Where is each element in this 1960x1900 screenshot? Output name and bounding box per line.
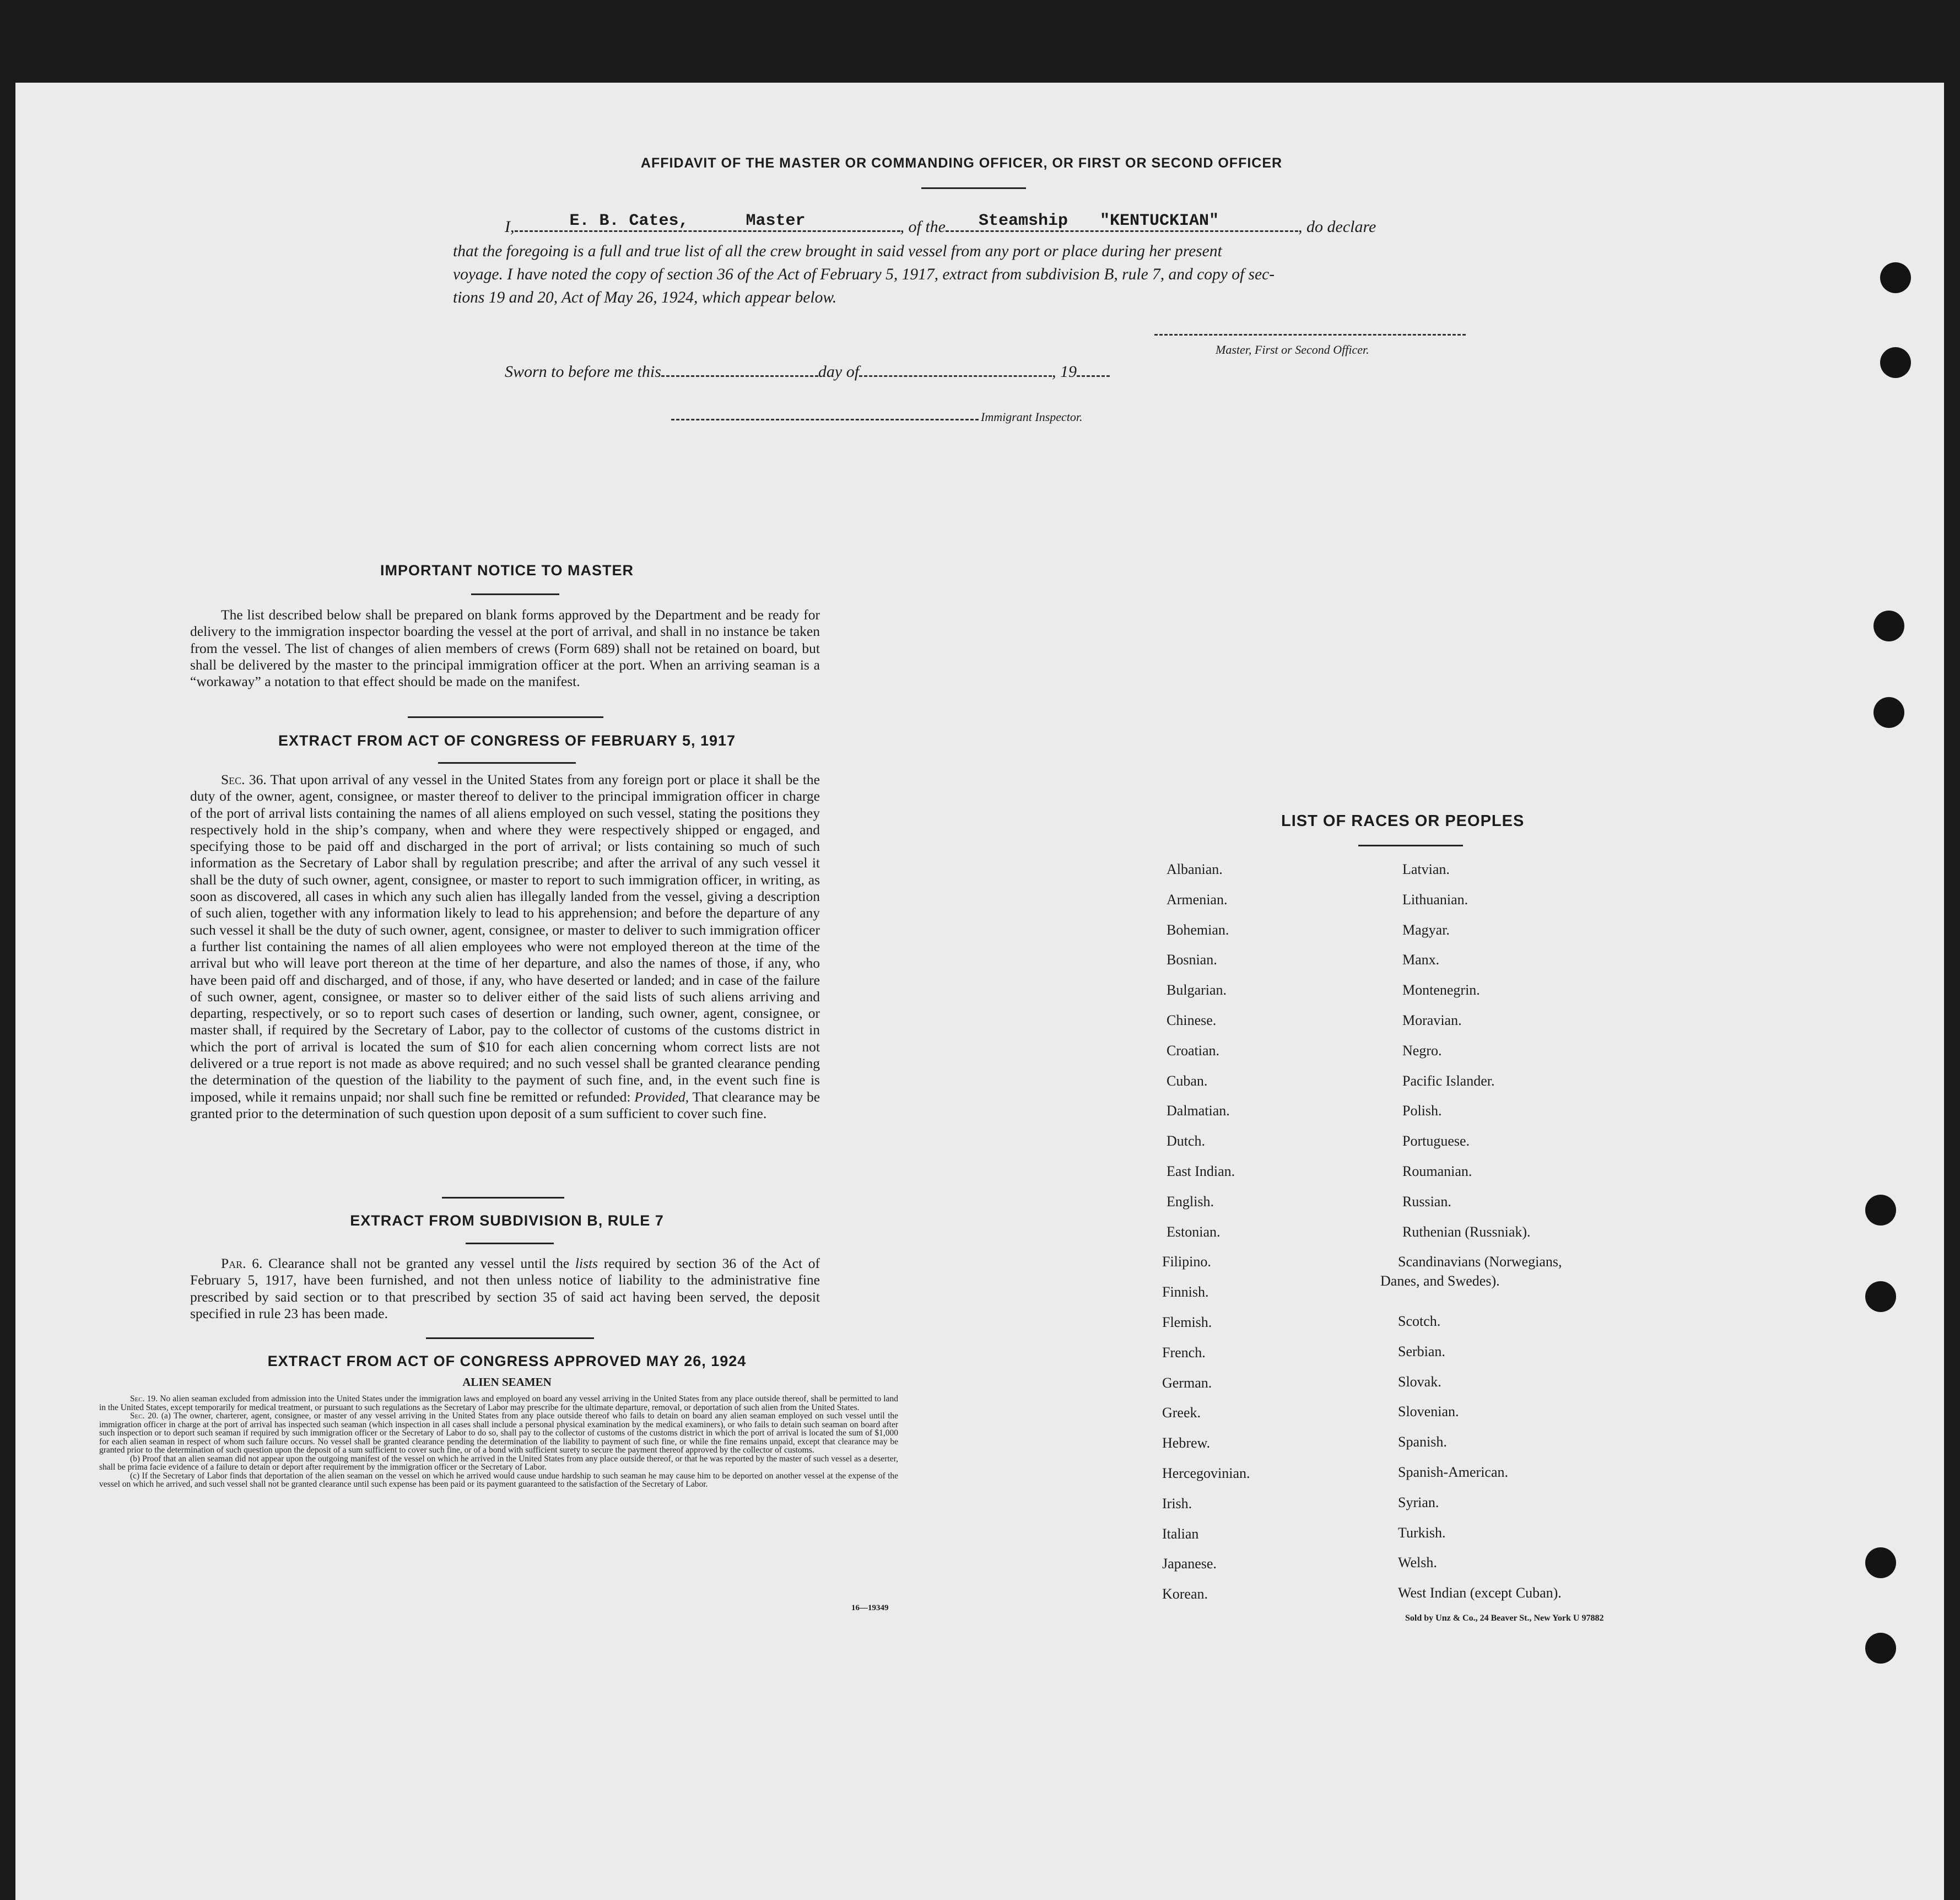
- race-item: French.: [1162, 1345, 1206, 1361]
- affidavit-title: AFFIDAVIT OF THE MASTER OR COMMANDING OFFICER, OR FIRST OR SECOND OFFICER: [640, 155, 1283, 171]
- extract-1917-title: EXTRACT FROM ACT OF CONGRESS OF FEBRUARY 5, 1917: [278, 732, 736, 749]
- punch-hole: [1880, 347, 1911, 378]
- race-item: Albanian.: [1167, 861, 1223, 877]
- section-20a-text: (a) The owner, charterer, agent, consignee, or master of any vessel arriving in the United States from any place outside thereof who fails to detain on board any alien seaman employed on such vessel until the immigration officer in charge at the port of arrival has inspected such seaman (which inspection in all cases shall include a personal physical examination by the medical examiners), or who fails to detain such seaman on board after such inspection or to deport such seaman if required by such immigration officer or the Secretary of Labor to do so, shall pay to the collector of customs of the customs district in which the port of arrival is located the sum of $1,000 for each alien seaman in respect of whom such failure occurs. No vessel shall be granted clearance pending the determination of the liability to payment of such fine, or while the fine remains unpaid, except that clearance may be granted prior to the determination of such question upon the deposit of a sum sufficient to cover such fine, or of a bond with sufficient surety to secure the payment thereof approved by the collector of customs.: [99, 1411, 899, 1455]
- race-item: Serbian.: [1398, 1343, 1445, 1359]
- affidavit-body-line-4: tions 19 and 20, Act of May 26, 1924, which appear below.: [453, 289, 837, 306]
- race-item: English.: [1167, 1194, 1214, 1210]
- section-36-paragraph: [190, 771, 820, 1122]
- paragraph-6-text-end: required by section 36 of the Act of February 5, 1917, have been furnished, and not then unless notice of liability to the administrative fine prescribed by said section or to that prescribed by section 35 of said act having been served, the deposit specified in rule 23 has been made.: [190, 1255, 820, 1321]
- affidavit-declaration-line: [505, 212, 1376, 236]
- paragraph-6-text: Clearance shall not be granted any vessel until the: [268, 1255, 570, 1271]
- punch-hole: [1873, 697, 1904, 728]
- section-19-text: No alien seaman excluded from admission into the United States under the immigration laws and employed on board any vessel arriving in the United States from any place outside thereof, shall be permitted to land in the United States, except temporarily for medical treatment, or pursuant to such regulations as the Secretary of Labor may prescribe for the ultimate departure, removal, or deportation of such alien from the United States.: [99, 1394, 898, 1412]
- affidavit-name-field: [515, 212, 900, 232]
- race-item: Scandinavians (Norwegians,: [1398, 1254, 1562, 1270]
- race-item: Hebrew.: [1162, 1435, 1211, 1451]
- race-item: Korean.: [1162, 1586, 1208, 1602]
- punch-hole: [1873, 611, 1904, 641]
- affidavit-name-value: E. B. Cates,: [569, 212, 689, 230]
- affidavit-body-line-2: that the foregoing is a full and true list of all the crew brought in said vessel from any port or place during her present: [453, 242, 1222, 260]
- rule-7-title: EXTRACT FROM SUBDIVISION B, RULE 7: [350, 1212, 664, 1229]
- race-item: Filipino.: [1162, 1254, 1211, 1270]
- affidavit-word-of-the: , of the: [900, 218, 946, 236]
- notice-text-block: [190, 607, 820, 690]
- race-item: Turkish.: [1398, 1525, 1446, 1541]
- race-item: Bohemian.: [1167, 922, 1229, 938]
- section-20a-paragraph: [99, 1412, 898, 1455]
- race-item: Slovak.: [1398, 1374, 1441, 1390]
- race-item: Latvian.: [1402, 861, 1450, 877]
- race-item: Croatian.: [1167, 1043, 1220, 1059]
- sworn-year-field: [1077, 363, 1110, 377]
- race-item: Estonian.: [1167, 1224, 1221, 1240]
- extract-1917-text-block: [190, 771, 820, 1122]
- race-item: Ruthenian (Russniak).: [1402, 1224, 1531, 1240]
- rule-7-title-rule: [466, 1243, 554, 1244]
- notice-paragraph: The list described below shall be prepared on blank forms approved by the Department and be ready for delivery to the immigration inspector boarding the vessel at the port of arrival, and shall in no instance be taken from the vessel. The list of changes of alien members of crews (Form 689) shall not be retained on board, but shall be delivered by the master to the principal immigration officer at the port. When an arriving seaman is a “workaway” a notation to that effect should be made on the manifest.: [190, 607, 820, 690]
- affidavit-title-rule: [921, 187, 1026, 189]
- section-20-label: Sec. 20.: [130, 1411, 159, 1421]
- section-20c-paragraph: (c) If the Secretary of Labor finds that deportation of the alien seaman on the vessel on which he arrived would cause undue hardship to such seaman he may cause him to be deported on another vessel at the expense of the vessel on which he arrived, and such vessel shall not be granted clearance until such expense has been paid or its payment guaranteed to the satisfaction of the Secretary of Labor.: [99, 1471, 898, 1489]
- punch-hole: [1865, 1281, 1896, 1312]
- section-19-paragraph: [99, 1395, 898, 1412]
- races-title: LIST OF RACES OR PEOPLES: [1281, 812, 1525, 830]
- race-item: Dutch.: [1167, 1133, 1206, 1149]
- extract-1924-subtitle: ALIEN SEAMEN: [462, 1375, 552, 1389]
- section-36-provided: Provided,: [634, 1088, 689, 1105]
- rule-7-separator-rule: [426, 1337, 594, 1339]
- master-signature-line: [1154, 334, 1466, 336]
- race-item: Scotch.: [1398, 1313, 1441, 1329]
- extract-1917-separator-rule: [442, 1197, 564, 1199]
- inspector-caption: Immigrant Inspector.: [981, 410, 1083, 424]
- section-36-label: Sec. 36.: [221, 771, 267, 787]
- sworn-day-field: [661, 363, 818, 377]
- race-item: Dalmatian.: [1167, 1103, 1230, 1119]
- race-item: Bosnian.: [1167, 952, 1217, 968]
- affidavit-vessel-type: Steamship: [979, 212, 1068, 230]
- race-item: Pacific Islander.: [1402, 1073, 1495, 1089]
- race-item: Lithuanian.: [1402, 892, 1468, 908]
- inspector-signature-line: [671, 419, 979, 420]
- sworn-line: [505, 363, 1110, 381]
- notice-separator-rule: [408, 716, 603, 718]
- extract-1924-title: EXTRACT FROM ACT OF CONGRESS APPROVED MAY 26, 1924: [267, 1353, 747, 1369]
- master-signature-caption: Master, First or Second Officer.: [1216, 343, 1369, 357]
- section-19-label: Sec. 19.: [130, 1394, 158, 1404]
- affidavit-vessel-field: [946, 212, 1298, 232]
- notice-title-rule: [471, 593, 559, 595]
- section-20b-paragraph: (b) Proof that an alien seaman did not appear upon the outgoing manifest of the vessel on which he arrived in the United States from any place outside thereof, or that he was reported by the master of such vessel as a deserter, shall be prima facie evidence of a failure to detain or deport after requirement by the immigration officer or the Secretary of Labor.: [99, 1454, 898, 1472]
- affidavit-vessel-name: "KENTUCKIAN": [1100, 212, 1219, 230]
- race-item: Negro.: [1402, 1043, 1442, 1059]
- race-item: Chinese.: [1167, 1012, 1217, 1028]
- race-item: Roumanian.: [1402, 1163, 1472, 1179]
- race-item: Manx.: [1402, 952, 1440, 968]
- notice-title: IMPORTANT NOTICE TO MASTER: [380, 562, 634, 579]
- race-item: Bulgarian.: [1167, 982, 1227, 998]
- sold-by-imprint: Sold by Unz & Co., 24 Beaver St., New York U 97882: [1405, 1613, 1604, 1623]
- punch-hole: [1880, 262, 1911, 293]
- race-item: Spanish.: [1398, 1434, 1447, 1450]
- race-item: Flemish.: [1162, 1314, 1212, 1330]
- paragraph-6: [190, 1255, 820, 1322]
- section-36-text-end: That clearance may be granted prior to the determination of such question upon deposit of a sum sufficient to cover such fine.: [190, 1088, 820, 1121]
- punch-hole: [1865, 1195, 1896, 1226]
- paragraph-6-label: Par. 6.: [221, 1255, 263, 1271]
- form-number: 16—19349: [851, 1604, 889, 1612]
- race-item: Italian: [1162, 1526, 1199, 1542]
- paragraph-6-lists: lists: [575, 1255, 598, 1271]
- race-item: Armenian.: [1167, 892, 1228, 908]
- race-item: Japanese.: [1162, 1556, 1217, 1572]
- affidavit-rank-value: Master: [746, 212, 806, 230]
- punch-hole: [1865, 1547, 1896, 1578]
- race-item: Hercegovinian.: [1162, 1465, 1250, 1481]
- sworn-year: , 19: [1052, 363, 1077, 381]
- punch-hole: [1865, 1633, 1896, 1664]
- race-item: Russian.: [1402, 1194, 1451, 1210]
- sworn-month-field: [859, 363, 1052, 377]
- race-item: Portuguese.: [1402, 1133, 1470, 1149]
- race-item: Spanish-American.: [1398, 1464, 1509, 1480]
- race-item: Cuban.: [1167, 1073, 1208, 1089]
- race-item: Slovenian.: [1398, 1404, 1459, 1419]
- race-item: Finnish.: [1162, 1284, 1209, 1300]
- rule-7-text-block: [190, 1255, 820, 1322]
- race-item: Syrian.: [1398, 1494, 1439, 1510]
- race-item: Greek.: [1162, 1405, 1201, 1421]
- affidavit-body-line-3: voyage. I have noted the copy of section 36 of the Act of February 5, 1917, extract from subdivision B, rule 7, and copy of sec-: [453, 266, 1275, 283]
- race-item: Polish.: [1402, 1103, 1442, 1119]
- race-item-continuation: Danes, and Swedes).: [1380, 1273, 1500, 1289]
- sworn-day-of: day of: [818, 363, 860, 381]
- affidavit-word-do-declare: , do declare: [1298, 218, 1376, 236]
- race-item: Moravian.: [1402, 1012, 1462, 1028]
- races-title-rule: [1358, 845, 1463, 846]
- affidavit-word-i: I,: [505, 218, 515, 236]
- race-item: German.: [1162, 1375, 1212, 1391]
- extract-1924-text-block: [99, 1395, 898, 1489]
- race-item: Irish.: [1162, 1496, 1192, 1512]
- race-item: Montenegrin.: [1402, 982, 1480, 998]
- sworn-prefix: Sworn to before me this: [505, 363, 661, 381]
- extract-1917-title-rule: [438, 762, 576, 764]
- race-item: Magyar.: [1402, 922, 1450, 938]
- section-36-text: That upon arrival of any vessel in the United States from any foreign port or place it shall be the duty of the owner, agent, consignee, or master thereof to deliver to the principal immigration officer in charge of the port of arrival lists containing the names of all aliens employed on such vessel, stating the positions they respectively hold in the ship’s company, when and where they were respectively shipped or engaged, and specifying those to be paid off and discharged in the port of arrival; or lists containing so much of such information as the Secretary of Labor shall by regulation prescribe; and after the arrival of any such vessel it shall be the duty of such owner, agent, consignee, or master to report to such immigration officer, in writing, as soon as discovered, all cases in which any such alien has illegally landed from the vessel, giving a description of such alien, together with any information likely to lead to his apprehension; and before the departure of any such vessel it shall be the duty of such owner, agent, consignee, or master to deliver to such immigration officer a further list containing the names of all alien employees who were not employed thereon at the time of the arrival but who will leave port thereon at the time of her departure, and also the names of those, if any, who have been paid off and discharged, and of those, if any, who have deserted or landed; and in case of the failure of such owner, agent, consignee, or master so to deliver either of the said lists of such aliens arriving and departing, respectively, or so to report such cases of desertion or landing, such owner, agent, consignee, or master shall, if required by the Secretary of Labor, pay to the collector of customs of the customs district in which the port of arrival is located the sum of $10 for each alien concerning whom correct lists are not delivered or a true report is not made as above required; and no such vessel shall be granted clearance pending the determination of the question of the liability to the payment of such fine, and, in the event such fine is imposed, while it remains unpaid; nor shall such fine be remitted or refunded:: [190, 771, 820, 1105]
- race-item: East Indian.: [1167, 1163, 1235, 1179]
- race-item: Welsh.: [1398, 1554, 1437, 1570]
- race-item: West Indian (except Cuban).: [1398, 1585, 1562, 1601]
